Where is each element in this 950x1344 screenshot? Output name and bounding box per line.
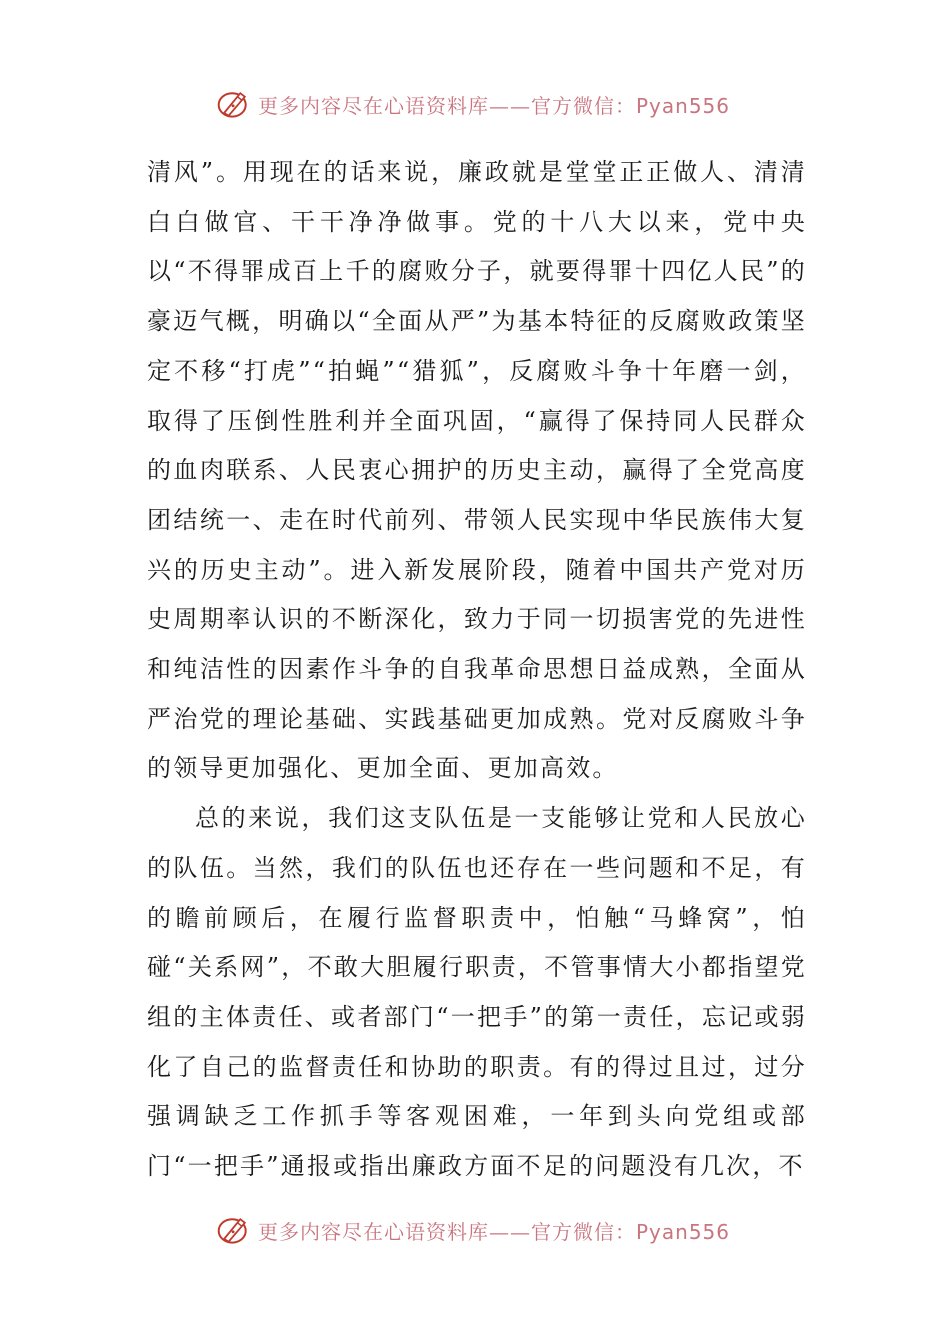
footer-banner — [0, 1210, 950, 1250]
paragraph-continuation: 清风”。用现在的话来说，廉政就是堂堂正正做人、清清白白做官、干干净净做事。党的十八大以来，党中央以“不得罪成百上千的腐败分子，就要得罪十四亿人民”的豪迈气概，明确以“全面从严”为基本特征的反腐败政策坚定不移“打虎”“拍蝇”“猎狐”，反腐败斗争十年磨一剑，取得了压倒性胜利并全面巩固，“赢得了保持同人民群众的血肉联系、人民衷心拥护的历史主动，赢得了全党高度团结统一、走在时代前列、带领人民实现中华民族伟大复兴的历史主动”。进入新发展阶段，随着中国共产党对历史周期率认识的不断深化，致力于同一切损害党的先进性和纯洁性的因素作斗争的自我革命思想日益成熟，全面从严治党的理论基础、实践基础更加成熟。党对反腐败斗争的领导更加强化、更加全面、更加高效。 — [147, 158, 807, 783]
paragraph-summary: 总的来说，我们这支队伍是一支能够让党和人民放心的队伍。当然，我们的队伍也还存在一些问题和不足，有的瞻前顾后，在履行监督职责中，怕触“马蜂窝”，怕碰“关系网”，不敢大胆履行职责，不管事情大小都指望党组的主体责任、或者部门“一把手”的第一责任，忘记或弱化了自己的监督责任和协助的职责。有的得过且过，过分强调缺乏工作抓手等客观困难，一年到头向党组或部门“一把手”通报或指出廉政方面不足的问题没有几次，不 — [147, 804, 807, 1181]
banner-text: 更多内容尽在心语资料库——官方微信：Pyan556 — [257, 93, 730, 118]
document-body — [147, 148, 807, 1192]
pen-nib-logo-icon — [216, 86, 252, 122]
wechat-id: Pyan556 — [635, 1219, 730, 1244]
wechat-id: Pyan556 — [635, 93, 730, 118]
header-banner — [0, 84, 950, 124]
pen-nib-logo-icon — [216, 1212, 252, 1248]
banner-text: 更多内容尽在心语资料库——官方微信：Pyan556 — [257, 1219, 730, 1244]
